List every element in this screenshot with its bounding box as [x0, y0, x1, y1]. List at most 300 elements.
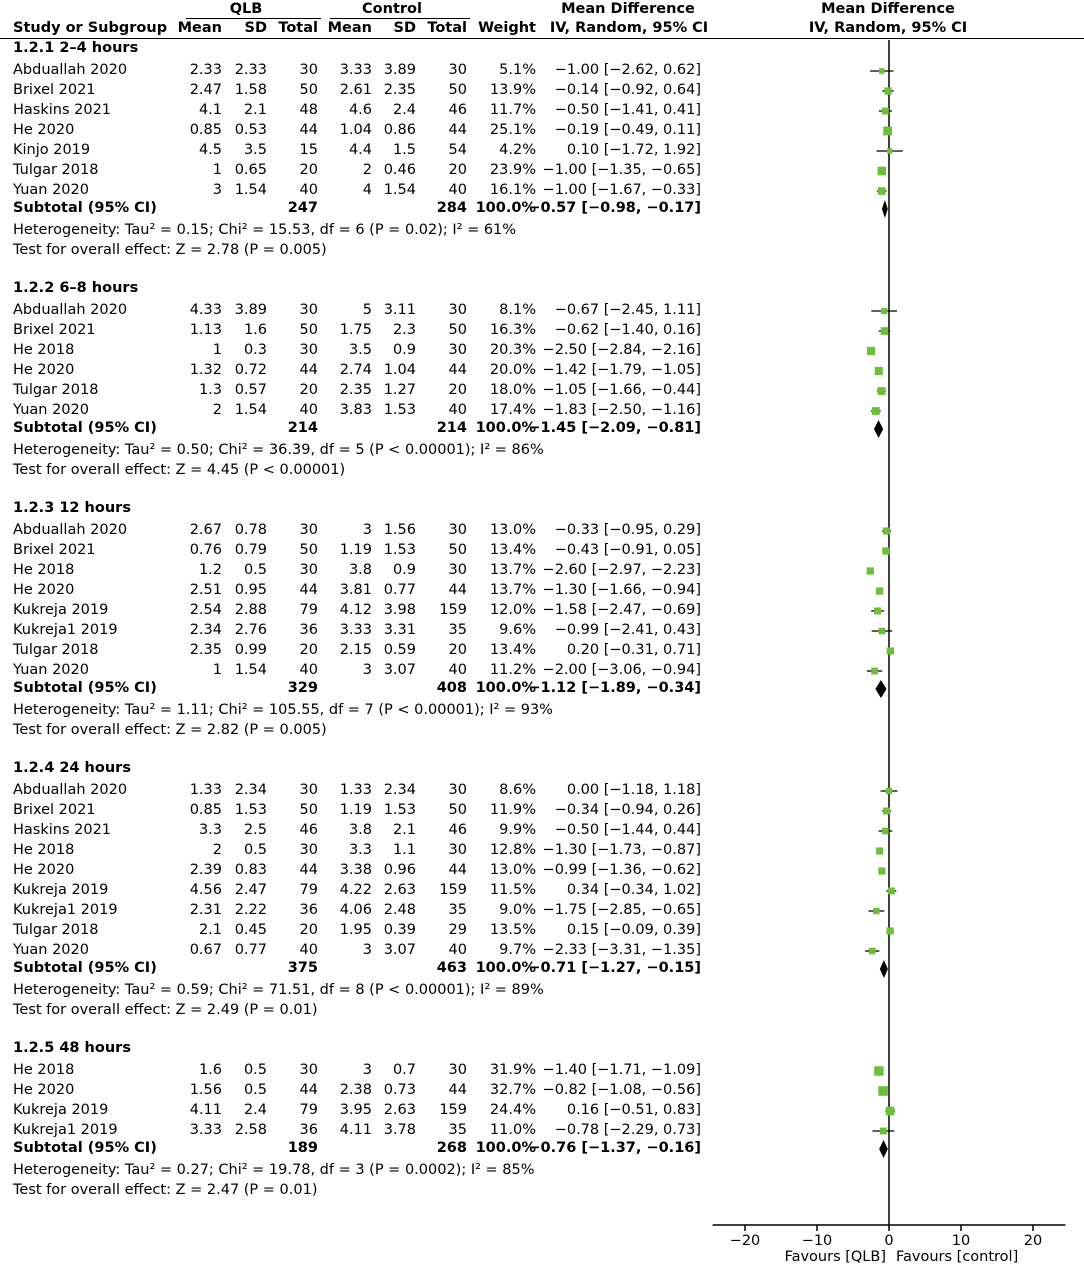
cell-n1: 30 — [299, 62, 318, 78]
cell-weight: 9.0% — [499, 902, 536, 918]
cell-m2: 1.19 — [339, 802, 372, 818]
cell-n2: 44 — [448, 582, 467, 598]
effect-square — [872, 407, 880, 415]
cell-weight: 8.6% — [499, 782, 536, 798]
header-qlb-total: Total — [278, 20, 318, 36]
cell-sd2: 1.53 — [383, 802, 416, 818]
cell-m1: 2.39 — [189, 862, 222, 878]
cell-sd1: 0.5 — [243, 842, 267, 858]
cell-n2: 50 — [448, 322, 467, 338]
study-name: Haskins 2021 — [13, 102, 112, 118]
cell-m1: 1.13 — [189, 322, 222, 338]
cell-sd2: 0.39 — [383, 922, 416, 938]
cell-n1: 30 — [299, 342, 318, 358]
cell-n2: 46 — [448, 102, 467, 118]
cell-weight: 13.9% — [489, 82, 536, 98]
cell-sd1: 1.54 — [234, 182, 267, 198]
cell-n1: 30 — [299, 782, 318, 798]
cell-weight: 11.9% — [489, 802, 536, 818]
cell-sd2: 0.9 — [392, 342, 416, 358]
study-name: Haskins 2021 — [13, 822, 112, 838]
cell-ci-text: −0.14 [−0.92, 0.64] — [554, 82, 701, 98]
cell-ci-text: 0.20 [−0.31, 0.71] — [566, 642, 701, 658]
cell-sd2: 0.96 — [383, 862, 416, 878]
cell-sd1: 0.5 — [243, 1082, 267, 1098]
cell-m2: 2.38 — [339, 1082, 372, 1098]
cell-m1: 3 — [212, 182, 222, 198]
cell-m1: 1.6 — [198, 1062, 222, 1078]
cell-ci-text: 0.10 [−1.72, 1.92] — [566, 142, 701, 158]
heterogeneity-text: Heterogeneity: Tau² = 0.15; Chi² = 15.53, df = 6 (P = 0.02); I² = 61% — [13, 222, 517, 238]
subtotal-qlb-total: 214 — [287, 420, 318, 436]
favours-qlb-label: Favours [QLB] — [784, 1249, 886, 1265]
cell-m1: 2.31 — [189, 902, 222, 918]
cell-sd2: 2.63 — [383, 882, 416, 898]
study-name: Kukreja1 2019 — [13, 902, 118, 918]
subtotal-ci: −0.57 [−0.98, −0.17] — [528, 200, 701, 216]
cell-m1: 4.5 — [198, 142, 222, 158]
cell-ci-text: −0.50 [−1.41, 0.41] — [554, 102, 701, 118]
cell-sd1: 2.58 — [234, 1122, 267, 1138]
cell-sd2: 3.98 — [383, 602, 416, 618]
subtotal-ci: −0.76 [−1.37, −0.16] — [528, 1140, 701, 1156]
study-name: Tulgar 2018 — [13, 922, 99, 938]
effect-square — [886, 1107, 895, 1116]
cell-ci-text: −1.05 [−1.66, −0.44] — [542, 382, 701, 398]
cell-sd1: 0.5 — [243, 562, 267, 578]
cell-n1: 30 — [299, 1062, 318, 1078]
subtotal-weight: 100.0% — [475, 200, 536, 216]
cell-ci-text: 0.00 [−1.18, 1.18] — [566, 782, 701, 798]
cell-sd2: 3.11 — [383, 302, 416, 318]
cell-n1: 15 — [299, 142, 318, 158]
subtotal-label: Subtotal (95% CI) — [13, 420, 157, 436]
cell-sd2: 3.07 — [383, 942, 416, 958]
cell-m1: 2 — [212, 402, 222, 418]
effect-square — [877, 167, 886, 176]
cell-sd1: 2.1 — [243, 102, 267, 118]
effect-square — [878, 387, 886, 395]
cell-m1: 0.67 — [189, 942, 222, 958]
subtotal-control-total: 268 — [436, 1140, 467, 1156]
cell-sd1: 1.58 — [234, 82, 267, 98]
cell-n1: 20 — [299, 922, 318, 938]
cell-weight: 31.9% — [489, 1062, 536, 1078]
cell-ci-text: −2.33 [−3.31, −1.35] — [542, 942, 701, 958]
cell-n1: 20 — [299, 162, 318, 178]
cell-weight: 9.7% — [499, 942, 536, 958]
cell-m2: 4 — [362, 182, 372, 198]
effect-square — [878, 1086, 888, 1096]
heterogeneity-text: Heterogeneity: Tau² = 0.27; Chi² = 19.78, df = 3 (P = 0.0002); I² = 85% — [13, 1162, 535, 1178]
cell-weight: 9.6% — [499, 622, 536, 638]
cell-weight: 18.0% — [489, 382, 536, 398]
study-name: Yuan 2020 — [13, 402, 89, 418]
cell-sd1: 0.79 — [234, 542, 267, 558]
effect-square — [887, 148, 892, 153]
cell-m2: 1.33 — [339, 782, 372, 798]
cell-ci-text: −0.67 [−2.45, 1.11] — [554, 302, 701, 318]
cell-m1: 4.33 — [189, 302, 222, 318]
header-plot-method: IV, Random, 95% CI — [808, 20, 968, 36]
cell-m2: 3.8 — [348, 562, 372, 578]
cell-sd1: 2.47 — [234, 882, 267, 898]
study-name: He 2020 — [13, 362, 75, 378]
effect-square — [886, 788, 892, 794]
cell-sd2: 0.46 — [383, 162, 416, 178]
cell-n2: 50 — [448, 82, 467, 98]
study-name: Abduallah 2020 — [13, 302, 128, 318]
study-name: Brixel 2021 — [13, 322, 96, 338]
cell-n2: 29 — [448, 922, 467, 938]
subtotal-qlb-total: 329 — [287, 680, 318, 696]
cell-weight: 25.1% — [489, 122, 536, 138]
cell-weight: 23.9% — [489, 162, 536, 178]
study-name: Tulgar 2018 — [13, 162, 99, 178]
effect-square — [873, 908, 879, 914]
cell-sd2: 1.54 — [383, 182, 416, 198]
cell-n2: 30 — [448, 302, 467, 318]
cell-sd1: 0.3 — [243, 342, 267, 358]
effect-square — [880, 1128, 887, 1135]
cell-sd2: 1.27 — [383, 382, 416, 398]
study-name: Tulgar 2018 — [13, 382, 99, 398]
cell-m1: 1.32 — [189, 362, 222, 378]
cell-m1: 1.33 — [189, 782, 222, 798]
cell-sd2: 0.73 — [383, 1082, 416, 1098]
cell-n1: 40 — [299, 402, 318, 418]
subtotal-label: Subtotal (95% CI) — [13, 200, 157, 216]
cell-sd2: 1.04 — [383, 362, 416, 378]
cell-sd2: 2.35 — [383, 82, 416, 98]
cell-m2: 3.33 — [339, 62, 372, 78]
x-tick-label: −10 — [801, 1233, 833, 1249]
cell-m1: 0.85 — [189, 802, 222, 818]
study-name: He 2018 — [13, 842, 75, 858]
cell-weight: 24.4% — [489, 1102, 536, 1118]
cell-m1: 0.85 — [189, 122, 222, 138]
cell-m2: 3.81 — [339, 582, 372, 598]
subtotal-diamond — [880, 960, 888, 978]
cell-m1: 1.56 — [189, 1082, 222, 1098]
effect-square — [879, 628, 886, 635]
cell-m2: 3.8 — [348, 822, 372, 838]
subtotal-ci: −1.45 [−2.09, −0.81] — [528, 420, 701, 436]
study-name: He 2018 — [13, 1062, 75, 1078]
cell-ci-text: −1.30 [−1.66, −0.94] — [542, 582, 701, 598]
favours-control-label: Favours [control] — [896, 1249, 1019, 1265]
cell-n2: 30 — [448, 782, 467, 798]
heterogeneity-text: Heterogeneity: Tau² = 0.59; Chi² = 71.51, df = 8 (P < 0.00001); I² = 89% — [13, 982, 544, 998]
subtotal-diamond — [882, 200, 888, 218]
effect-square — [883, 527, 890, 534]
cell-weight: 11.7% — [489, 102, 536, 118]
study-name: He 2020 — [13, 1082, 75, 1098]
cell-sd2: 3.89 — [383, 62, 416, 78]
effect-square — [875, 367, 883, 375]
cell-ci-text: −2.50 [−2.84, −2.16] — [542, 342, 701, 358]
cell-n2: 44 — [448, 362, 467, 378]
cell-m1: 2 — [212, 842, 222, 858]
cell-m2: 3.3 — [348, 842, 372, 858]
cell-m1: 2.47 — [189, 82, 222, 98]
cell-n1: 40 — [299, 182, 318, 198]
study-name: Yuan 2020 — [13, 182, 89, 198]
cell-n2: 30 — [448, 342, 467, 358]
cell-ci-text: −1.75 [−2.85, −0.65] — [542, 902, 701, 918]
cell-weight: 13.4% — [489, 642, 536, 658]
cell-m1: 3.3 — [198, 822, 222, 838]
cell-n2: 54 — [448, 142, 467, 158]
cell-sd1: 0.78 — [234, 522, 267, 538]
subgroup-title: 1.2.1 2–4 hours — [13, 40, 139, 56]
effect-square — [876, 847, 883, 854]
cell-ci-text: −0.99 [−1.36, −0.62] — [542, 862, 701, 878]
cell-sd1: 1.53 — [234, 802, 267, 818]
cell-weight: 4.2% — [499, 142, 536, 158]
cell-ci-text: −0.19 [−0.49, 0.11] — [554, 122, 701, 138]
effect-square — [883, 808, 890, 815]
cell-n2: 30 — [448, 1062, 467, 1078]
cell-sd1: 2.76 — [234, 622, 267, 638]
cell-n1: 48 — [299, 102, 318, 118]
cell-n1: 20 — [299, 382, 318, 398]
effect-square — [869, 948, 876, 955]
cell-weight: 13.0% — [489, 522, 536, 538]
subtotal-control-total: 463 — [436, 960, 467, 976]
cell-sd2: 2.3 — [392, 322, 416, 338]
cell-n1: 36 — [299, 1122, 318, 1138]
header-weight: Weight — [478, 20, 536, 36]
subgroup-title: 1.2.4 24 hours — [13, 760, 131, 776]
subtotal-weight: 100.0% — [475, 1140, 536, 1156]
cell-sd1: 0.53 — [234, 122, 267, 138]
cell-ci-text: −1.40 [−1.71, −1.09] — [542, 1062, 701, 1078]
cell-sd2: 2.1 — [392, 822, 416, 838]
cell-sd2: 0.7 — [392, 1062, 416, 1078]
cell-sd1: 1.6 — [243, 322, 267, 338]
study-name: Kukreja 2019 — [13, 1102, 109, 1118]
cell-sd1: 0.77 — [234, 942, 267, 958]
cell-sd2: 2.63 — [383, 1102, 416, 1118]
cell-m2: 4.06 — [339, 902, 372, 918]
effect-square — [874, 1066, 883, 1075]
subgroup-title: 1.2.3 12 hours — [13, 500, 131, 516]
cell-sd1: 0.65 — [234, 162, 267, 178]
header-control-sd: SD — [393, 20, 416, 36]
cell-sd2: 2.34 — [383, 782, 416, 798]
effect-square — [871, 668, 878, 675]
x-tick-label: 10 — [951, 1233, 971, 1249]
header-study-column: Study or Subgroup — [13, 20, 168, 36]
cell-weight: 5.1% — [499, 62, 536, 78]
cell-weight: 12.0% — [489, 602, 536, 618]
cell-weight: 11.2% — [489, 662, 536, 678]
cell-weight: 16.3% — [489, 322, 536, 338]
subtotal-weight: 100.0% — [475, 960, 536, 976]
cell-n2: 35 — [448, 622, 467, 638]
cell-ci-text: −0.34 [−0.94, 0.26] — [554, 802, 701, 818]
cell-sd1: 0.72 — [234, 362, 267, 378]
cell-m2: 4.22 — [339, 882, 372, 898]
cell-m2: 3.83 — [339, 402, 372, 418]
study-name: He 2018 — [13, 342, 75, 358]
cell-m1: 2.67 — [189, 522, 222, 538]
cell-n2: 40 — [448, 942, 467, 958]
cell-sd2: 0.77 — [383, 582, 416, 598]
cell-n1: 79 — [299, 1102, 318, 1118]
header-plot-title: Mean Difference — [821, 1, 955, 17]
cell-m1: 3.33 — [189, 1122, 222, 1138]
cell-ci-text: −1.58 [−2.47, −0.69] — [542, 602, 701, 618]
cell-n1: 44 — [299, 582, 318, 598]
subtotal-control-total: 214 — [436, 420, 467, 436]
effect-square — [879, 68, 885, 74]
cell-ci-text: −2.60 [−2.97, −2.23] — [542, 562, 701, 578]
effect-square — [881, 308, 887, 314]
study-name: Kinjo 2019 — [13, 142, 91, 158]
cell-n1: 79 — [299, 882, 318, 898]
cell-n1: 30 — [299, 842, 318, 858]
cell-m2: 3 — [362, 942, 372, 958]
header-control-total: Total — [427, 20, 467, 36]
cell-n2: 40 — [448, 402, 467, 418]
subtotal-qlb-total: 375 — [287, 960, 318, 976]
cell-m1: 2.35 — [189, 642, 222, 658]
heterogeneity-text: Heterogeneity: Tau² = 0.50; Chi² = 36.39, df = 5 (P < 0.00001); I² = 86% — [13, 442, 544, 458]
subtotal-diamond — [874, 420, 883, 438]
cell-ci-text: −0.99 [−2.41, 0.43] — [554, 622, 701, 638]
study-name: He 2020 — [13, 862, 75, 878]
cell-n1: 50 — [299, 542, 318, 558]
cell-n2: 20 — [448, 642, 467, 658]
cell-m2: 3.38 — [339, 862, 372, 878]
cell-n1: 50 — [299, 802, 318, 818]
cell-sd1: 3.5 — [243, 142, 267, 158]
overall-effect-text: Test for overall effect: Z = 2.49 (P = 0.01) — [13, 1002, 318, 1018]
cell-sd1: 1.54 — [234, 662, 267, 678]
cell-weight: 13.7% — [489, 562, 536, 578]
study-name: Kukreja1 2019 — [13, 1122, 118, 1138]
cell-n1: 30 — [299, 562, 318, 578]
x-tick-label: 20 — [1023, 1233, 1043, 1249]
cell-n1: 36 — [299, 902, 318, 918]
cell-n1: 50 — [299, 82, 318, 98]
cell-ci-text: −1.00 [−1.67, −0.33] — [542, 182, 701, 198]
cell-n1: 44 — [299, 362, 318, 378]
cell-n2: 30 — [448, 562, 467, 578]
subtotal-control-total: 408 — [436, 680, 467, 696]
cell-sd1: 2.4 — [243, 1102, 267, 1118]
overall-effect-text: Test for overall effect: Z = 4.45 (P < 0.00001) — [13, 462, 346, 478]
cell-n1: 40 — [299, 942, 318, 958]
cell-sd1: 0.95 — [234, 582, 267, 598]
study-name: He 2020 — [13, 582, 75, 598]
cell-ci-text: −1.00 [−2.62, 0.62] — [554, 62, 701, 78]
subtotal-label: Subtotal (95% CI) — [13, 1140, 157, 1156]
cell-m1: 1 — [212, 342, 222, 358]
cell-n2: 46 — [448, 822, 467, 838]
cell-weight: 11.5% — [489, 882, 536, 898]
subtotal-label: Subtotal (95% CI) — [13, 680, 157, 696]
effect-square — [887, 647, 894, 654]
cell-n2: 44 — [448, 1082, 467, 1098]
cell-weight: 16.1% — [489, 182, 536, 198]
cell-m1: 1 — [212, 162, 222, 178]
study-name: Kukreja1 2019 — [13, 622, 118, 638]
cell-sd1: 0.45 — [234, 922, 267, 938]
cell-m1: 4.56 — [189, 882, 222, 898]
subtotal-ci: −1.12 [−1.89, −0.34] — [528, 680, 701, 696]
cell-weight: 13.7% — [489, 582, 536, 598]
cell-m2: 1.95 — [339, 922, 372, 938]
cell-n2: 40 — [448, 662, 467, 678]
x-tick-label: −20 — [729, 1233, 761, 1249]
effect-square — [876, 587, 883, 594]
effect-square — [883, 127, 892, 136]
cell-n2: 159 — [439, 1102, 467, 1118]
study-name: Abduallah 2020 — [13, 782, 128, 798]
cell-m2: 2.15 — [339, 642, 372, 658]
overall-effect-text: Test for overall effect: Z = 2.82 (P = 0.005) — [13, 722, 327, 738]
cell-sd1: 2.22 — [234, 902, 267, 918]
cell-sd2: 2.4 — [392, 102, 416, 118]
cell-sd2: 0.86 — [383, 122, 416, 138]
cell-sd1: 2.88 — [234, 602, 267, 618]
cell-n1: 44 — [299, 1082, 318, 1098]
overall-effect-text: Test for overall effect: Z = 2.47 (P = 0.01) — [13, 1182, 318, 1198]
cell-ci-text: −1.30 [−1.73, −0.87] — [542, 842, 701, 858]
cell-n2: 20 — [448, 162, 467, 178]
study-name: Brixel 2021 — [13, 542, 96, 558]
study-name: Yuan 2020 — [13, 942, 89, 958]
header-group-qlb: QLB — [229, 1, 263, 17]
cell-ci-text: −1.42 [−1.79, −1.05] — [542, 362, 701, 378]
cell-n1: 30 — [299, 522, 318, 538]
header-md-title: Mean Difference — [561, 1, 695, 17]
cell-m2: 4.12 — [339, 602, 372, 618]
cell-weight: 20.3% — [489, 342, 536, 358]
study-name: Brixel 2021 — [13, 802, 96, 818]
effect-square — [881, 327, 889, 335]
header-qlb-sd: SD — [244, 20, 267, 36]
cell-m1: 1 — [212, 662, 222, 678]
cell-n2: 30 — [448, 522, 467, 538]
cell-sd2: 3.31 — [383, 622, 416, 638]
cell-m2: 1.04 — [339, 122, 372, 138]
header-control-mean: Mean — [327, 20, 372, 36]
cell-n2: 50 — [448, 542, 467, 558]
cell-m1: 2.54 — [189, 602, 222, 618]
cell-m1: 2.51 — [189, 582, 222, 598]
effect-square — [882, 547, 889, 554]
cell-n1: 46 — [299, 822, 318, 838]
cell-m2: 2 — [362, 162, 372, 178]
x-tick-label: 0 — [884, 1233, 894, 1249]
cell-m2: 2.61 — [339, 82, 372, 98]
cell-m2: 2.74 — [339, 362, 372, 378]
cell-sd2: 1.53 — [383, 542, 416, 558]
cell-ci-text: 0.15 [−0.09, 0.39] — [566, 922, 701, 938]
cell-n1: 30 — [299, 302, 318, 318]
cell-sd2: 0.9 — [392, 562, 416, 578]
effect-square — [886, 927, 893, 934]
cell-sd1: 0.5 — [243, 1062, 267, 1078]
cell-sd2: 1.53 — [383, 402, 416, 418]
subtotal-weight: 100.0% — [475, 420, 536, 436]
cell-n1: 79 — [299, 602, 318, 618]
cell-ci-text: −0.50 [−1.44, 0.44] — [554, 822, 701, 838]
